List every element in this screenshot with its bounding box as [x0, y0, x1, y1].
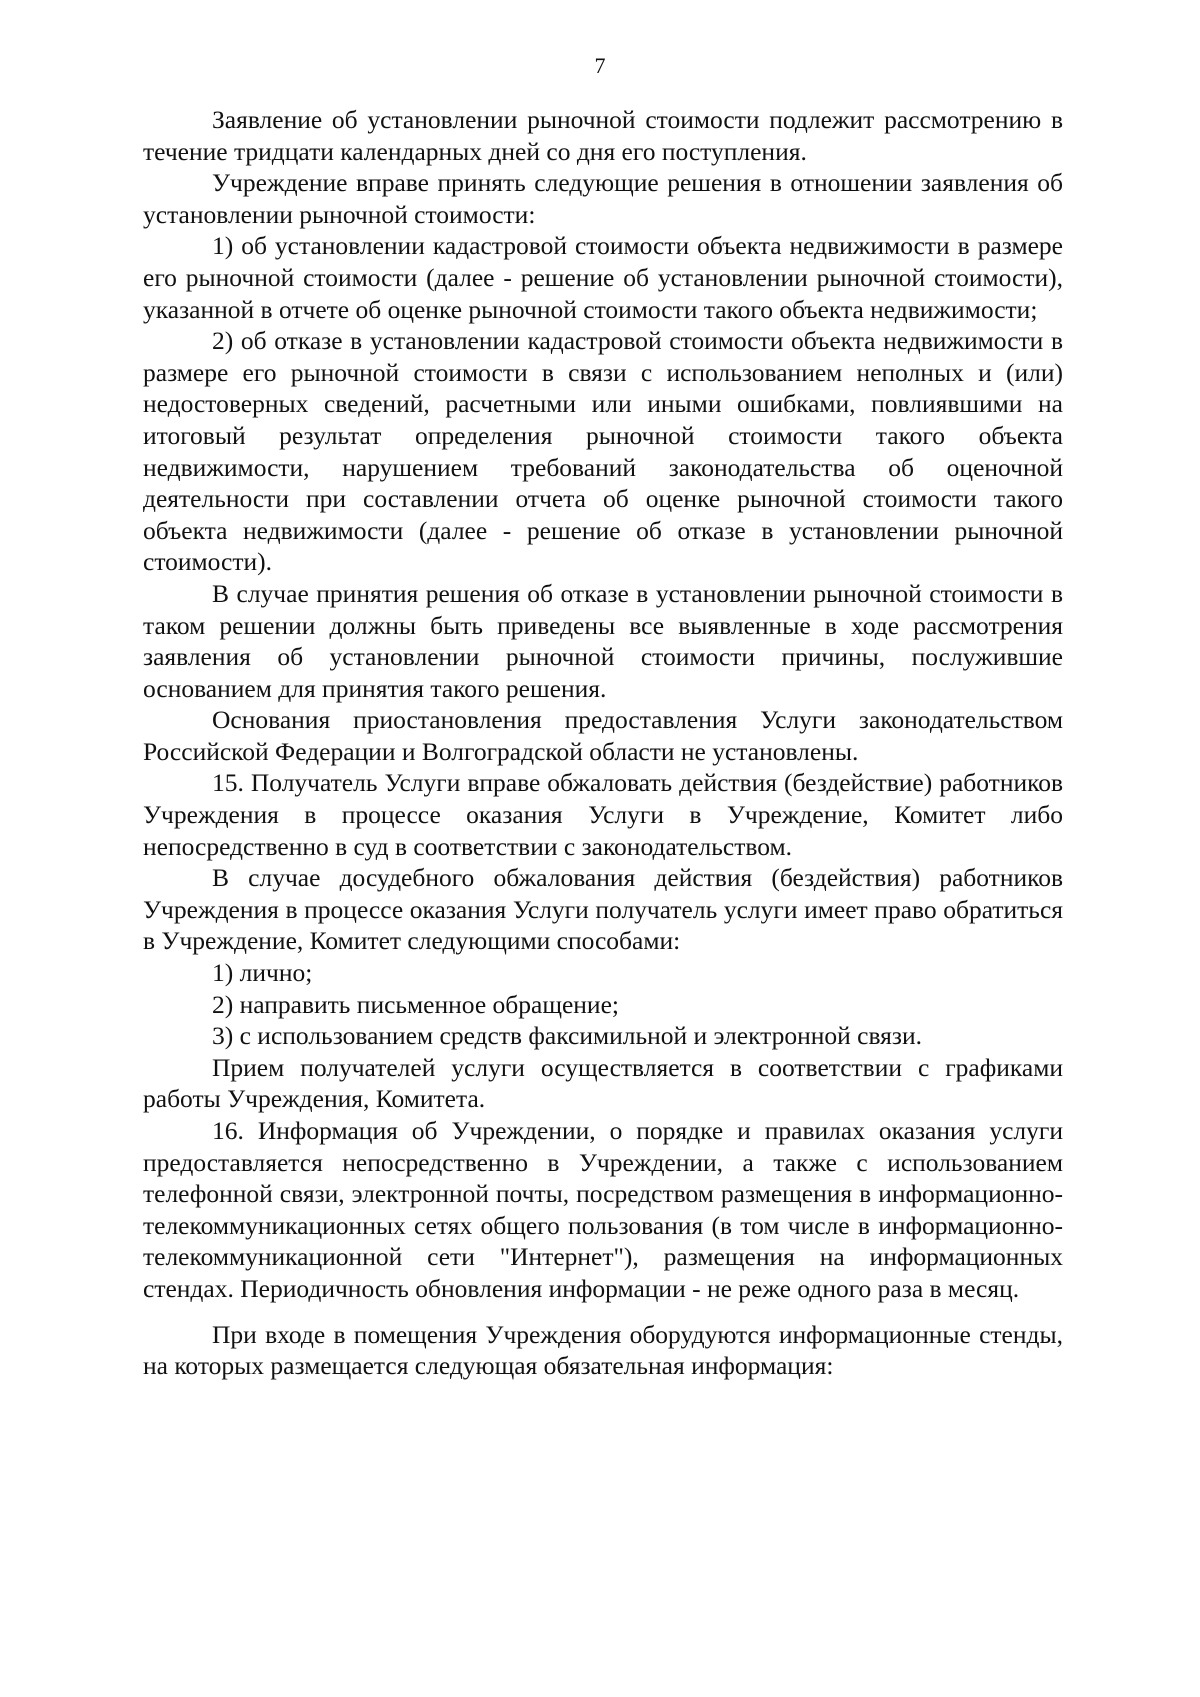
paragraph: Учреждение вправе принять следующие решения в отношении заявления об установлении рыночной стоимости:: [143, 168, 1063, 229]
paragraph: В случае досудебного обжалования действия (бездействия) работников Учреждения в процессе оказания Услуги получатель услуги имеет право обратиться в Учреждение, Комитет следующими способами:: [143, 863, 1063, 956]
paragraph: При входе в помещения Учреждения оборудуются информационные стенды, на которых размещается следующая обязательная информация:: [143, 1319, 1063, 1381]
paragraph: Заявление об установлении рыночной стоимости подлежит рассмотрению в течение тридцати календарных дней со дня его поступления.: [143, 105, 1063, 166]
paragraph: Прием получателей услуги осуществляется в соответствии с графиками работы Учреждения, Комитета.: [143, 1052, 1063, 1114]
list-item: 1) лично;: [212, 958, 313, 988]
section-15-paragraph: 15. Получатель Услуги вправе обжаловать действия (бездействие) работников Учреждения в процессе оказания Услуги в Учреждение, Комитет либо непосредственно в суд в соответствии с законодательством.: [143, 768, 1063, 861]
list-item: 2) об отказе в установлении кадастровой стоимости объекта недвижимости в размере его рыночной стоимости в связи с использованием неполных и (или) недостоверных сведений, расчетными или иными ошибками, повлиявшими на итоговый результат определения рыночной стоимости такого объекта недвижимости, нарушением требований законодательства об оценочной деятельности при составлении отчета об оценке рыночной стоимости такого объекта недвижимости (далее - решение об отказе в установлении рыночной стоимости).: [143, 326, 1063, 577]
section-16-paragraph: 16. Информация об Учреждении, о порядке и правилах оказания услуги предоставляется непосредственно в Учреждении, а также с использованием телефонной связи, электронной почты, посредством размещения в информационно-телекоммуникационных сетях общего пользования (в том числе в информационно-телекоммуникационной сети "Интернет"), размещения на информационных стендах. Периодичность обновления информации - не реже одного раза в месяц.: [143, 1116, 1063, 1303]
list-item: 2) направить письменное обращение;: [212, 989, 619, 1019]
paragraph: Основания приостановления предоставления Услуги законодательством Российской Федерации и Волгоградской области не установлены.: [143, 705, 1063, 766]
list-item: 3) с использованием средств факсимильной и электронной связи.: [212, 1021, 922, 1051]
paragraph: В случае принятия решения об отказе в установлении рыночной стоимости в таком решении должны быть приведены все выявленные в ходе рассмотрения заявления об установлении рыночной стоимости причины, послужившие основанием для принятия такого решения.: [143, 578, 1063, 703]
page-number: 7: [594, 53, 606, 78]
list-item: 1) об установлении кадастровой стоимости объекта недвижимости в размере его рыночной стоимости (далее - решение об установлении рыночной стоимости), указанной в отчете об оценке рыночной стоимости такого объекта недвижимости;: [143, 231, 1063, 324]
document-body: [143, 104, 1063, 1382]
